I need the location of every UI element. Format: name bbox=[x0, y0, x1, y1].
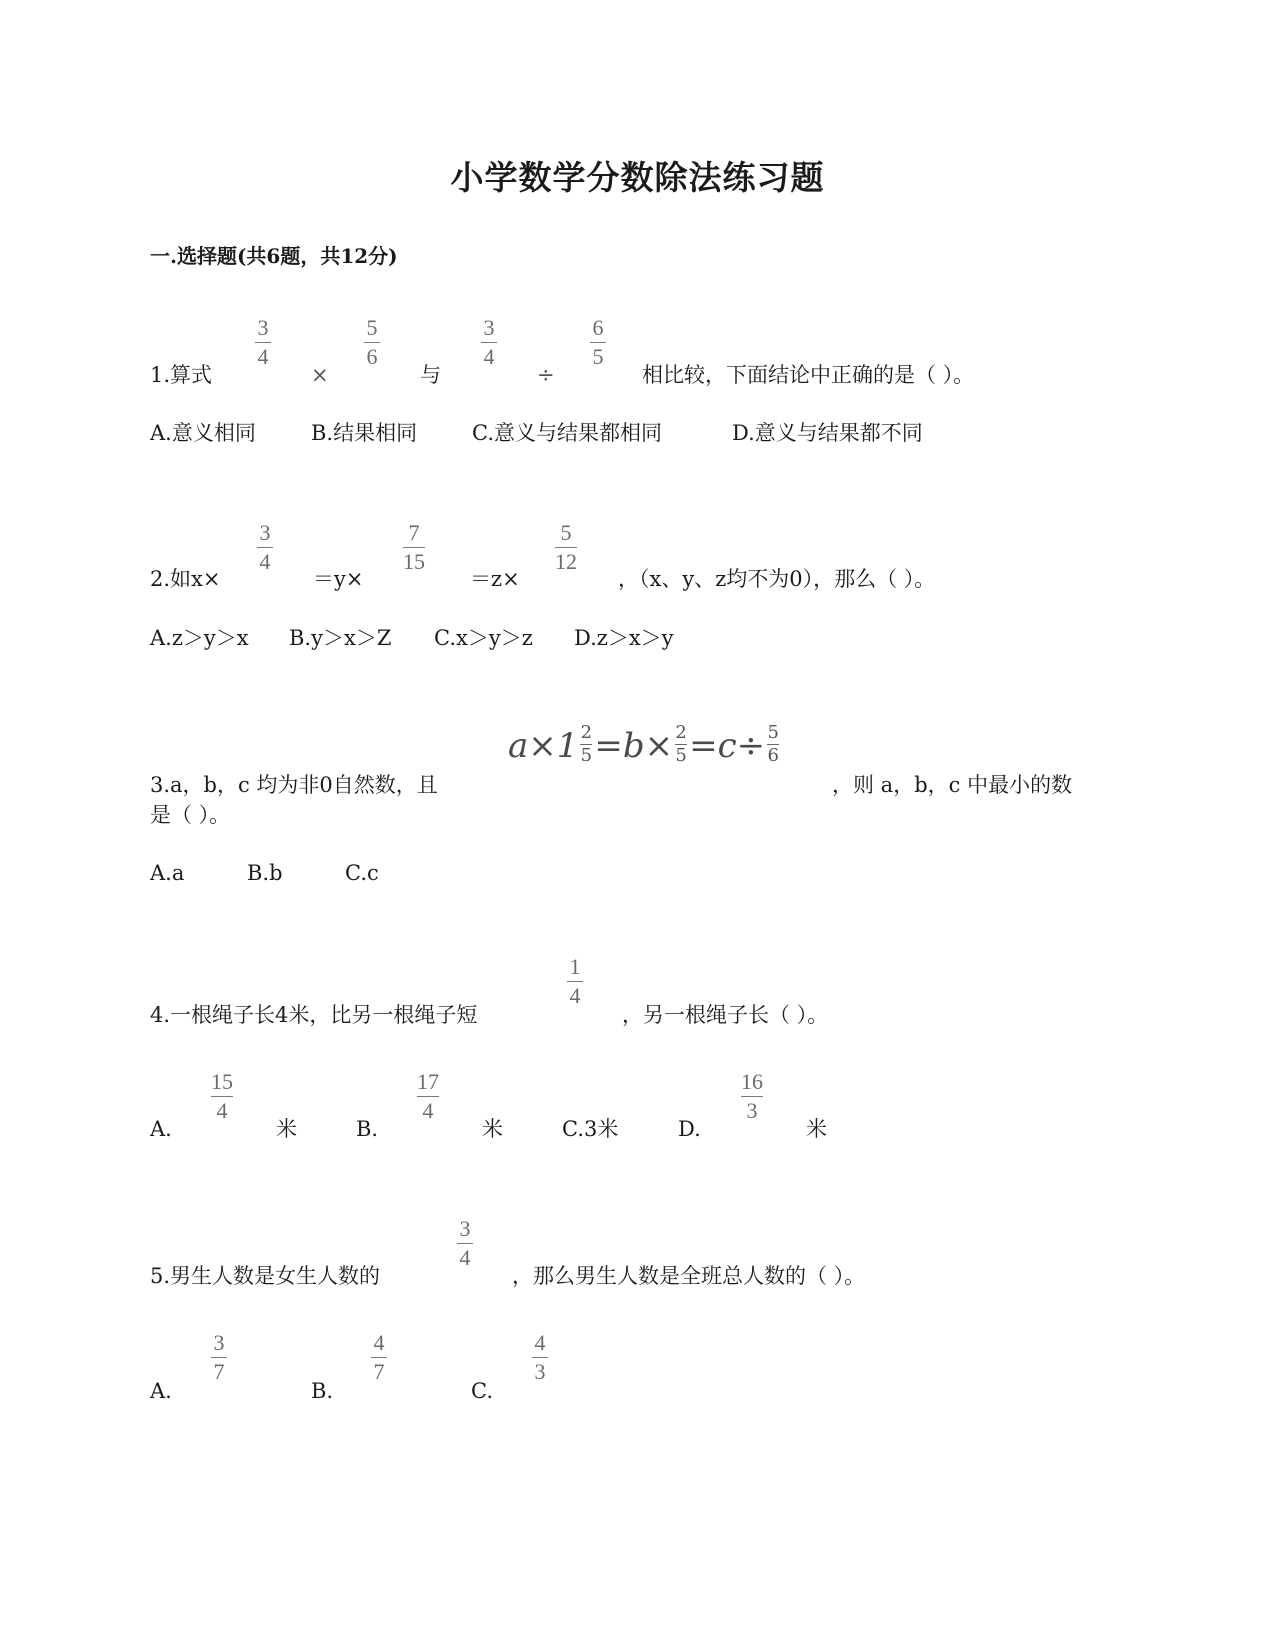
q1-option-d[interactable]: D.意义与结果都不同 bbox=[732, 421, 923, 445]
q2-equals-y: ＝y× bbox=[313, 567, 364, 591]
q1-divide-sign: ÷ bbox=[537, 363, 555, 387]
q5-option-c-fraction: 4 3 bbox=[532, 1331, 548, 1384]
q1-prefix: 1.算式 bbox=[150, 363, 213, 387]
q3-prefix: 3.a，b，c 均为非0自然数，且 bbox=[150, 773, 438, 797]
q1-option-b[interactable]: B.结果相同 bbox=[311, 421, 418, 445]
q1-conjunction: 与 bbox=[420, 363, 441, 387]
q5-option-b-fraction: 4 7 bbox=[371, 1331, 387, 1384]
q3-suffix: ，则 a，b，c 中最小的数 bbox=[832, 773, 1073, 797]
q2-option-d[interactable]: D.z＞x＞y bbox=[574, 626, 674, 650]
q1-option-a[interactable]: A.意义相同 bbox=[150, 421, 256, 445]
q2-fraction-3: 5 12 bbox=[555, 520, 577, 574]
q4-prefix: 4.一根绳子长4米，比另一根绳子短 bbox=[150, 1003, 478, 1027]
q2-equals-z: ＝z× bbox=[470, 567, 520, 591]
q5-option-a-fraction: 3 7 bbox=[211, 1331, 227, 1384]
q1-fraction-1: 3 4 bbox=[255, 316, 271, 369]
q2-prefix: 2.如x× bbox=[150, 567, 221, 591]
q4-fraction-1: 1 4 bbox=[567, 955, 583, 1008]
q4-option-b-fraction: 17 4 bbox=[417, 1069, 439, 1123]
q4-option-d-fraction: 16 3 bbox=[741, 1069, 763, 1123]
q4-option-a-fraction: 15 4 bbox=[211, 1069, 233, 1123]
q2-fraction-1: 3 4 bbox=[257, 521, 273, 574]
q5-prefix: 5.男生人数是女生人数的 bbox=[150, 1264, 381, 1288]
q1-fraction-2: 5 6 bbox=[364, 316, 380, 369]
q1-fraction-4: 6 5 bbox=[590, 316, 606, 369]
q4-option-c[interactable]: C.3米 bbox=[562, 1117, 619, 1141]
q3-option-a[interactable]: A.a bbox=[150, 861, 185, 885]
q2-option-c[interactable]: C.x＞y＞z bbox=[434, 626, 533, 650]
q3-option-b[interactable]: B.b bbox=[247, 861, 283, 885]
q2-suffix: ，（x、y、z均不为0），那么（ ）。 bbox=[618, 567, 936, 591]
q2-fraction-2: 7 15 bbox=[403, 520, 425, 574]
q2-option-a[interactable]: A.z＞y＞x bbox=[150, 626, 249, 650]
q5-fraction-1: 3 4 bbox=[457, 1217, 473, 1270]
page-title: 小学数学分数除法练习题 bbox=[450, 158, 825, 197]
section-heading: 一.选择题(共6题，共12分) bbox=[150, 244, 398, 268]
q1-suffix: 相比较，下面结论中正确的是（ ）。 bbox=[642, 363, 975, 387]
q3-option-c[interactable]: C.c bbox=[345, 861, 379, 885]
q3-line2: 是（ ）。 bbox=[150, 803, 231, 827]
q1-times-sign: × bbox=[311, 363, 329, 387]
q5-suffix: ，那么男生人数是全班总人数的（ ）。 bbox=[512, 1264, 866, 1288]
q4-suffix: ，另一根绳子长（ ）。 bbox=[622, 1003, 829, 1027]
q3-equation: a×1 $\frac{2}{5}$ =b× $\frac{2}{5}$ =c÷ $\frac{5}{6}$ bbox=[508, 721, 779, 766]
q2-option-b[interactable]: B.y＞x＞Z bbox=[289, 626, 392, 650]
q1-fraction-3: 3 4 bbox=[481, 316, 497, 369]
q1-option-c[interactable]: C.意义与结果都相同 bbox=[472, 421, 662, 445]
